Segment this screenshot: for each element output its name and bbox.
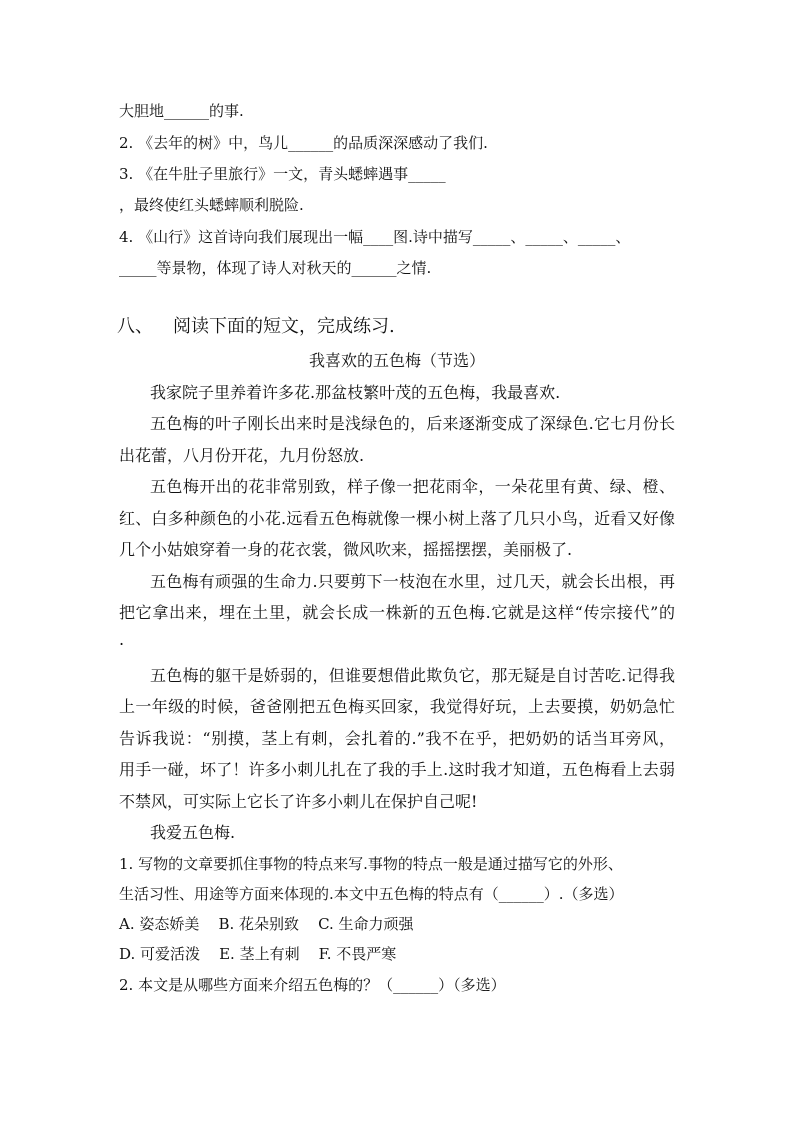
fill-question-3: 3. 《在牛肚子里旅行》一文，青头蟋蟀遇事_____ [119, 165, 446, 183]
section-heading [117, 316, 395, 338]
fill-question-4-continued: _____等景物，体现了诗人对秋天的______之情. [119, 259, 432, 277]
article-paragraph-6: 我爱五色梅. [150, 823, 236, 842]
question-1-options-row-1: A. 姿态娇美 B. 花朵别致 C. 生命力顽强 [119, 915, 414, 933]
fill-question-4: 4. 《山行》这首诗向我们展现出一幅____图.诗中描写_____、_____、_____、 [119, 228, 631, 246]
article-paragraph-5-line-3: 告诉我说：“别摸，茎上有刺，会扎着的.”我不在乎，把奶奶的话当耳旁风， [119, 729, 675, 748]
question-1-line-2: 生活习性、用途等方面来体现的.本文中五色梅的特点有（______）.（多选） [119, 885, 624, 903]
article-paragraph-5-line-1: 五色梅的躯干是娇弱的，但谁要想借此欺负它，那无疑是自讨苦吃.记得我 [150, 666, 675, 685]
article-paragraph-3-line-3: 几个小姑娘穿着一身的花衣裳，微风吹来，摇摇摆摆，美丽极了. [119, 540, 573, 559]
question-1-options-row-2: D. 可爱活泼 E. 茎上有刺 F. 不畏严寒 [119, 945, 397, 963]
article-paragraph-4-line-1: 五色梅有顽强的生命力.只要剪下一枝泡在水里，过几天，就会长出根，再 [150, 572, 675, 591]
article-paragraph-4-line-3: . [119, 630, 125, 649]
article-paragraph-5-line-5: 不禁风，可实际上它长了许多小刺儿在保护自己呢! [119, 792, 478, 811]
article-paragraph-2-line-2: 出花蕾，八月份开花，九月份怒放. [119, 446, 365, 465]
question-1-line-1: 1. 写物的文章要抓住事物的特点来写.事物的特点一般是通过描写它的外形、 [119, 855, 623, 873]
section-title: 阅读下面的短文，完成练习. [173, 316, 395, 337]
article-paragraph-2-line-1: 五色梅的叶子刚长出来时是浅绿色的，后来逐渐变成了深绿色.它七月份长 [150, 414, 675, 433]
article-title: 我喜欢的五色梅（节选） [308, 351, 485, 370]
article-paragraph-4-line-2: 把它拿出来，埋在土里，就会长成一株新的五色梅.它就是这样“传宗接代”的 [119, 603, 675, 622]
article-paragraph-3-line-2: 红、白多种颜色的小花.远看五色梅就像一棵小树上落了几只小鸟，近看又好像 [119, 509, 675, 528]
fill-question-3-continued: ，最终使红头蟋蟀顺利脱险. [119, 196, 304, 214]
article-paragraph-5-line-4: 用手一碰，坏了！许多小刺儿扎在了我的手上.这时我才知道，五色梅看上去弱 [119, 760, 675, 779]
fill-question-line-1: 大胆地______的事. [119, 102, 244, 120]
article-paragraph-1: 我家院子里养着许多花.那盆枝繁叶茂的五色梅，我最喜欢. [150, 383, 561, 402]
question-2: 2. 本文是从哪些方面来介绍五色梅的？（______）（多选） [119, 976, 506, 994]
fill-question-2: 2. 《去年的树》中，鸟儿______的品质深深感动了我们. [119, 134, 488, 152]
section-number: 八、 [117, 316, 153, 337]
article-paragraph-5-line-2: 上一年级的时候，爸爸刚把五色梅买回家，我觉得好玩，上去要摸，奶奶急忙 [119, 697, 675, 716]
article-paragraph-3-line-1: 五色梅开出的花非常别致，样子像一把花雨伞，一朵花里有黄、绿、橙、 [150, 477, 675, 496]
